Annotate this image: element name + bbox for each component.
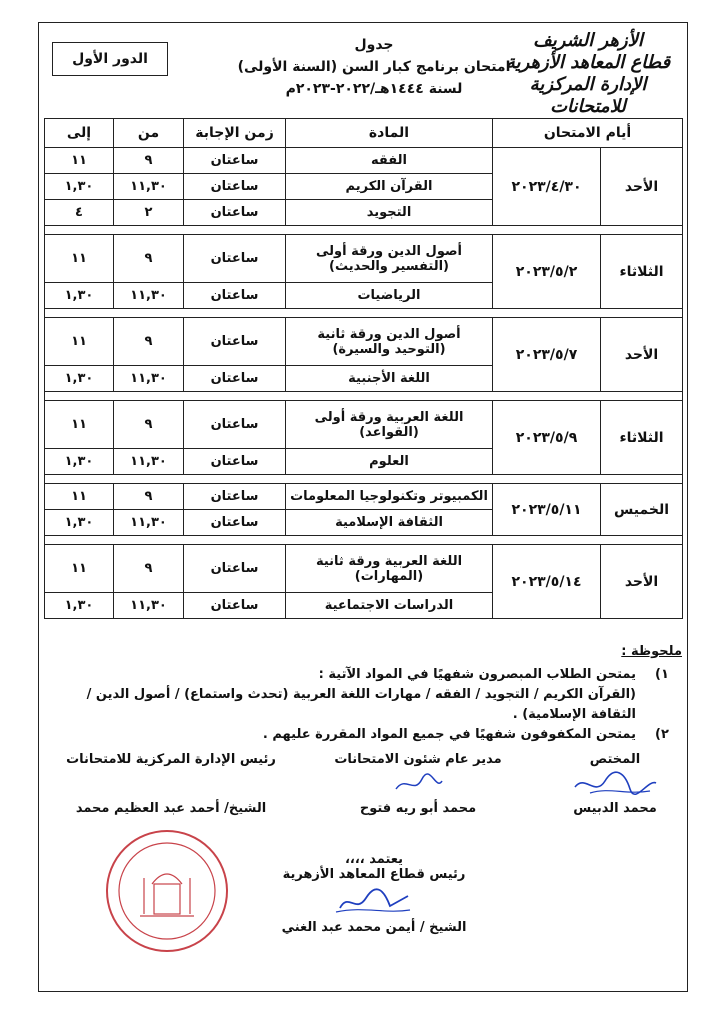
duration-cell: ساعتان — [184, 318, 286, 366]
from-cell: ١١,٣٠ — [114, 593, 184, 619]
notes-title: ملحوظة : — [621, 644, 682, 659]
exam-schedule-table — [44, 118, 683, 619]
separator-cell — [45, 536, 683, 545]
separator-cell — [45, 392, 683, 401]
subject-cell — [286, 174, 493, 200]
subject-text: أصول الدين ورقة ثانية — [317, 326, 461, 342]
note-number: ١) — [655, 667, 669, 682]
sector-title: رئيس قطاع المعاهد الأزهرية — [282, 867, 466, 882]
header-to: إلى — [45, 119, 114, 148]
subject-subtext: (القواعد) — [359, 424, 419, 440]
to-cell: ١,٣٠ — [45, 366, 114, 392]
signature-scrawl — [570, 769, 660, 799]
subject-text: أصول الدين ورقة أولى — [316, 243, 462, 259]
separator-cell — [45, 475, 683, 484]
subject-cell — [286, 401, 493, 449]
logo-line-1: الأزهر الشريف — [533, 30, 643, 51]
from-cell: ١١,٣٠ — [114, 510, 184, 536]
from-cell: ٩ — [114, 545, 184, 593]
duration-cell: ساعتان — [184, 148, 286, 174]
approve-text: يعتمد ،،،، — [344, 852, 404, 867]
subject-text: اللغة الأجنبية — [348, 371, 430, 386]
duration-cell: ساعتان — [184, 510, 286, 536]
duration-cell: ساعتان — [184, 449, 286, 475]
date-cell: ٢٠٢٣/٤/٣٠ — [493, 148, 601, 226]
to-cell: ١,٣٠ — [45, 174, 114, 200]
header-subject: المادة — [286, 119, 493, 148]
manager-title: مدير عام شئون الامتحانات — [334, 752, 502, 767]
to-cell: ١١ — [45, 318, 114, 366]
to-cell: ١,٣٠ — [45, 283, 114, 309]
subject-text: اللغة العربية ورقة ثانية — [315, 553, 463, 569]
schedule-body — [45, 148, 683, 619]
day-cell: الثلاثاء — [601, 401, 683, 475]
header-from: من — [114, 119, 184, 148]
note-text: (القرآن الكريم / التجويد / الفقه / مهارات اللغة العربية (تحدث واستماع) / أصول الدين /الثقافة الإسلامية) . — [86, 687, 636, 722]
to-cell: ١,٣٠ — [45, 593, 114, 619]
row-separator — [45, 536, 683, 545]
specialist-name: محمد الدبيس — [573, 801, 657, 816]
subject-text: العلوم — [369, 454, 409, 469]
subject-subtext: (المهارات) — [354, 568, 424, 584]
table-row — [45, 318, 683, 366]
doc-title: جدول — [354, 37, 394, 53]
document-header — [44, 28, 682, 117]
note-item-2 — [44, 725, 682, 745]
from-cell: ٩ — [114, 401, 184, 449]
subject-cell — [286, 366, 493, 392]
subject-text: الكمبيوتر وتكنولوجيا المعلومات — [290, 489, 488, 504]
from-cell: ١١,٣٠ — [114, 174, 184, 200]
signature-scrawl — [334, 884, 414, 918]
round-box: الدور الأول — [52, 42, 168, 76]
official-stamp — [104, 828, 230, 954]
header-duration: زمن الإجابة — [184, 119, 286, 148]
table-row — [45, 545, 683, 593]
row-separator — [45, 392, 683, 401]
duration-cell: ساعتان — [184, 545, 286, 593]
subject-text: الثقافة الإسلامية — [335, 515, 443, 530]
doc-year: لسنة ١٤٤٤هـ/٢٠٢٢-٢٠٢٣م — [285, 81, 463, 97]
date-cell: ٢٠٢٣/٥/٢ — [493, 235, 601, 309]
subject-cell — [286, 148, 493, 174]
logo-line-2: قطاع المعاهد الأزهرية — [505, 52, 671, 73]
duration-cell: ساعتان — [184, 283, 286, 309]
to-cell: ١١ — [45, 401, 114, 449]
header-days: أيام الامتحان — [493, 119, 683, 148]
subject-text: الرياضيات — [357, 288, 421, 303]
date-cell: ٢٠٢٣/٥/١١ — [493, 484, 601, 536]
duration-cell: ساعتان — [184, 401, 286, 449]
duration-cell: ساعتان — [184, 235, 286, 283]
subject-text: الفقه — [371, 153, 407, 168]
from-cell: ١١,٣٠ — [114, 449, 184, 475]
note-item-1 — [44, 665, 682, 725]
duration-cell: ساعتان — [184, 484, 286, 510]
duration-cell: ساعتان — [184, 366, 286, 392]
to-cell: ١,٣٠ — [45, 449, 114, 475]
date-cell: ٢٠٢٣/٥/٧ — [493, 318, 601, 392]
from-cell: ٩ — [114, 235, 184, 283]
table-header-row — [45, 119, 683, 148]
row-separator — [45, 475, 683, 484]
sector-name: الشيخ / أيمن محمد عبد الغني — [281, 920, 467, 935]
separator-cell — [45, 226, 683, 235]
table-row — [45, 235, 683, 283]
head-name: الشيخ/ أحمد عبد العظيم محمد — [75, 801, 267, 816]
table-row — [45, 148, 683, 174]
specialist-title: المختص — [589, 752, 641, 767]
day-cell: الثلاثاء — [601, 235, 683, 309]
subject-text: الدراسات الاجتماعية — [324, 598, 454, 613]
table-row — [45, 401, 683, 449]
subject-text: اللغة العربية ورقة أولى — [314, 409, 464, 425]
note-text: يمتحن الطلاب المبصرون شفهيًا في المواد الآتية : — [318, 667, 636, 682]
to-cell: ١١ — [45, 484, 114, 510]
to-cell: ١,٣٠ — [45, 510, 114, 536]
title-block — [214, 34, 534, 100]
day-cell: الأحد — [601, 148, 683, 226]
day-cell: الخميس — [601, 484, 683, 536]
doc-subtitle: امتحان برنامج كبار السن (السنة الأولى) — [237, 59, 511, 75]
to-cell: ١١ — [45, 148, 114, 174]
duration-cell: ساعتان — [184, 593, 286, 619]
manager-signature — [328, 752, 508, 816]
from-cell: ٩ — [114, 148, 184, 174]
head-title: رئيس الإدارة المركزية للامتحانات — [66, 752, 276, 767]
subject-cell — [286, 200, 493, 226]
note-text: يمتحن المكفوفون شفهيًا في جميع المواد المقررة عليهم . — [262, 727, 636, 742]
date-cell: ٢٠٢٣/٥/٩ — [493, 401, 601, 475]
date-cell: ٢٠٢٣/٥/١٤ — [493, 545, 601, 619]
subject-cell — [286, 283, 493, 309]
subject-cell — [286, 510, 493, 536]
separator-cell — [45, 309, 683, 318]
logo-line-3: الإدارة المركزية للامتحانات — [529, 74, 647, 117]
duration-cell: ساعتان — [184, 200, 286, 226]
from-cell: ٢ — [114, 200, 184, 226]
subject-cell — [286, 593, 493, 619]
sector-signature — [274, 852, 474, 935]
specialist-signature — [560, 752, 670, 816]
day-cell: الأحد — [601, 318, 683, 392]
to-cell: ١١ — [45, 235, 114, 283]
subject-subtext: (التفسير والحديث) — [329, 258, 449, 274]
signature-scrawl — [388, 769, 448, 799]
note-number: ٢) — [655, 727, 669, 742]
head-signature — [56, 752, 286, 816]
from-cell: ٩ — [114, 484, 184, 510]
subject-cell — [286, 484, 493, 510]
row-separator — [45, 226, 683, 235]
manager-name: محمد أبو ريه فتوح — [359, 801, 477, 816]
day-cell: الأحد — [601, 545, 683, 619]
subject-text: القرآن الكريم — [345, 179, 433, 194]
from-cell: ١١,٣٠ — [114, 366, 184, 392]
table-row — [45, 484, 683, 510]
subject-cell — [286, 545, 493, 593]
to-cell: ١١ — [45, 545, 114, 593]
to-cell: ٤ — [45, 200, 114, 226]
notes-section — [44, 644, 682, 745]
duration-cell: ساعتان — [184, 174, 286, 200]
from-cell: ١١,٣٠ — [114, 283, 184, 309]
subject-cell — [286, 318, 493, 366]
from-cell: ٩ — [114, 318, 184, 366]
row-separator — [45, 309, 683, 318]
subject-subtext: (التوحيد والسيرة) — [332, 341, 446, 357]
subject-cell — [286, 449, 493, 475]
subject-text: التجويد — [366, 205, 412, 220]
subject-cell — [286, 235, 493, 283]
